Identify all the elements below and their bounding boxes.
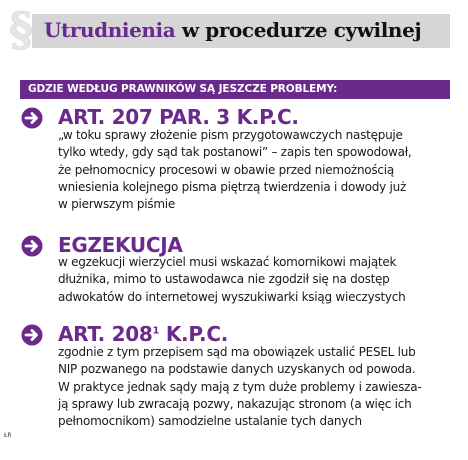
item-heading: EGZEKUCJA [58,233,183,257]
author-credit: ŁR [4,432,12,439]
arrow-right-circle-icon [21,235,43,257]
page-title [44,15,421,45]
arrow-right-circle-icon [21,107,43,129]
item-body [58,127,460,213]
section-sign-icon [6,3,36,53]
item-heading: ART. 207 PAR. 3 K.P.C. [58,105,299,129]
section-banner-text: GDZIE WEDŁUG PRAWNIKÓW SĄ JESZCZE PROBLEMY: [28,83,338,95]
item-heading [58,322,228,346]
item-line: w pierwszym piśmie [58,197,175,212]
item-line: wniesienia kolejnego pisma piętrzą twierdzenia i dowody już [58,179,407,194]
item-heading-tail: K.P.C. [159,322,228,346]
item-heading-main: ART. 208 [58,322,153,346]
svg-text:§: § [8,3,34,53]
item-heading-sup: 1 [152,325,160,337]
item-line: W praktyce jednak sądy mają z tym duże problemy i zawiesza- [58,379,422,394]
page-title-accent: Utrudnienia [44,18,176,42]
arrow-right-circle-icon [21,324,43,346]
item-body [58,254,460,306]
item-line: że pełnomocnicy procesowi w obawie przed niemożnością [58,162,394,177]
item-line: dłużnika, mimo to ustawodawca nie zgodził się na dostęp [58,272,390,287]
item-line: ją sprawy lub zwracają pozwy, nakazując stronom (a więc ich [58,396,412,411]
item-line: w egzekucji wierzyciel musi wskazać komornikowi majątek [58,255,397,269]
item-line: „w toku sprawy złożenie pism przygotowawczych następuje [58,128,403,142]
item-line: tylko wtedy, gdy sąd tak postanowi” – zapis ten spowodował, [58,145,412,160]
item-line: pełnomocnikom) samodzielne ustalanie tych danych [58,414,362,429]
page-title-rest: w procedurze cywilnej [175,18,422,42]
item-line: zgodnie z tym przepisem sąd ma obowiązek ustalić PESEL lub [58,345,416,359]
item-body [58,344,460,430]
item-line: NIP pozwanego na podstawie danych uzyskanych od powoda. [58,362,416,377]
item-line: adwokatów do internetowej wyszukiwarki ksiąg wieczystych [58,289,406,304]
